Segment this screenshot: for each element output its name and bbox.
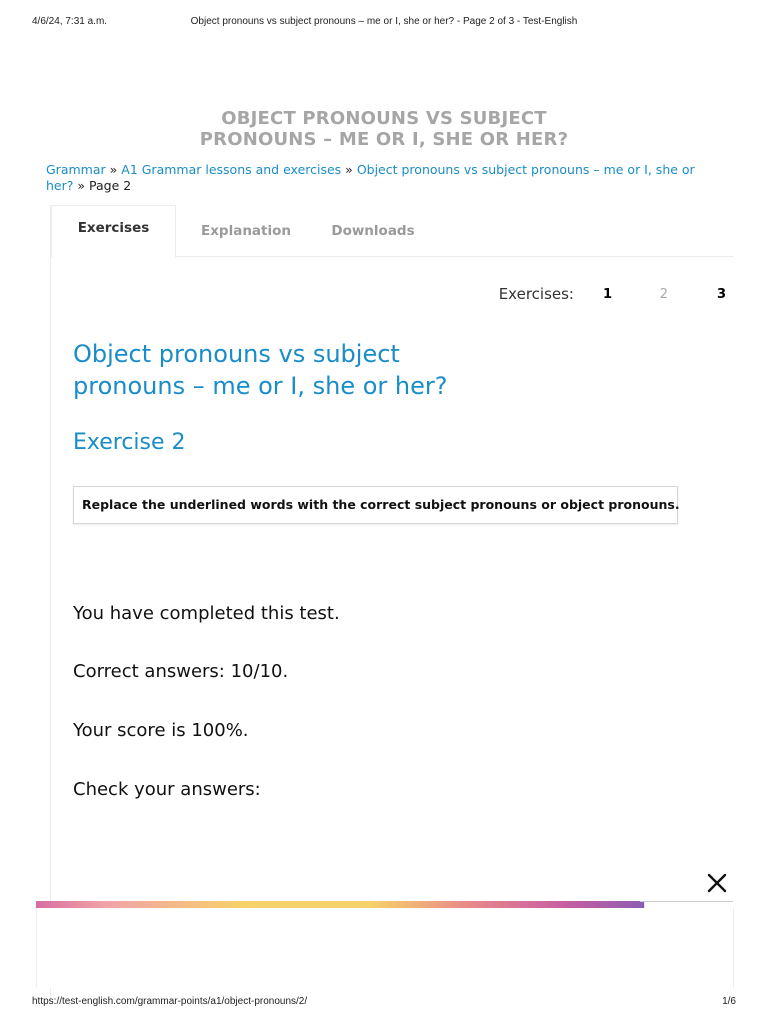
breadcrumb-link-lesson[interactable]: Object pronouns vs subject pronouns – me or I, she or her? <box>46 162 695 193</box>
exercise-page-1[interactable]: 1 <box>602 287 612 302</box>
exercise-panel <box>50 205 734 1005</box>
breadcrumb-separator: » <box>345 162 353 177</box>
close-icon[interactable] <box>706 872 728 894</box>
breadcrumb-separator: » <box>109 162 118 177</box>
exercise-page-3[interactable]: 3 <box>716 287 726 302</box>
result-correct-answers: Correct answers: 10/10. <box>73 661 289 682</box>
exercise-number: Exercise 2 <box>73 430 186 455</box>
result-completed: You have completed this test. <box>73 603 340 624</box>
exercise-page-2-current: 2 <box>659 287 668 302</box>
exercise-pagination <box>474 285 734 305</box>
result-check-answers: Check your answers: <box>73 779 261 800</box>
page-title <box>0 108 768 150</box>
page-title-line-2: PRONOUNS – ME OR I, SHE OR HER? <box>199 129 569 150</box>
exercise-instruction: Replace the underlined words with the correct subject pronouns or object pronouns. <box>73 486 678 524</box>
tab-exercises[interactable]: Exercises <box>51 205 176 258</box>
print-page-title: Object pronouns vs subject pronouns – me or I, she or her? - Page 2 of 3 - Test-English <box>190 16 578 27</box>
tab-downloads[interactable]: Downloads <box>331 223 415 239</box>
breadcrumb <box>46 162 726 194</box>
result-score: Your score is 100%. <box>73 720 249 741</box>
breadcrumb-separator: » <box>77 178 86 193</box>
breadcrumb-link-grammar[interactable]: Grammar <box>46 162 106 177</box>
ad-progress-bar <box>36 901 733 908</box>
print-datetime: 4/6/24, 7:31 a.m. <box>32 16 108 27</box>
print-footer <box>32 996 736 1010</box>
ad-banner[interactable] <box>36 908 734 988</box>
exercise-title-line-1: Object pronouns vs subject <box>73 340 400 368</box>
exercise-title-line-2: pronouns – me or I, she or her? <box>73 372 448 400</box>
tab-bar <box>51 205 734 257</box>
print-url: https://test-english.com/grammar-points/a1/object-pronouns/2/ <box>32 996 308 1007</box>
print-header <box>32 16 736 30</box>
exercise-pagination-label: Exercises: <box>498 285 574 303</box>
exercise-title <box>73 338 533 402</box>
tab-explanation[interactable]: Explanation <box>200 223 292 239</box>
breadcrumb-current: Page 2 <box>89 178 132 193</box>
ad-bar-divider <box>640 901 733 902</box>
print-page-number: 1/6 <box>722 996 736 1007</box>
close-icon-glyph <box>706 872 728 894</box>
breadcrumb-link-a1-grammar[interactable]: A1 Grammar lessons and exercises <box>121 162 342 177</box>
page-title-line-1: OBJECT PRONOUNS VS SUBJECT <box>221 108 547 129</box>
